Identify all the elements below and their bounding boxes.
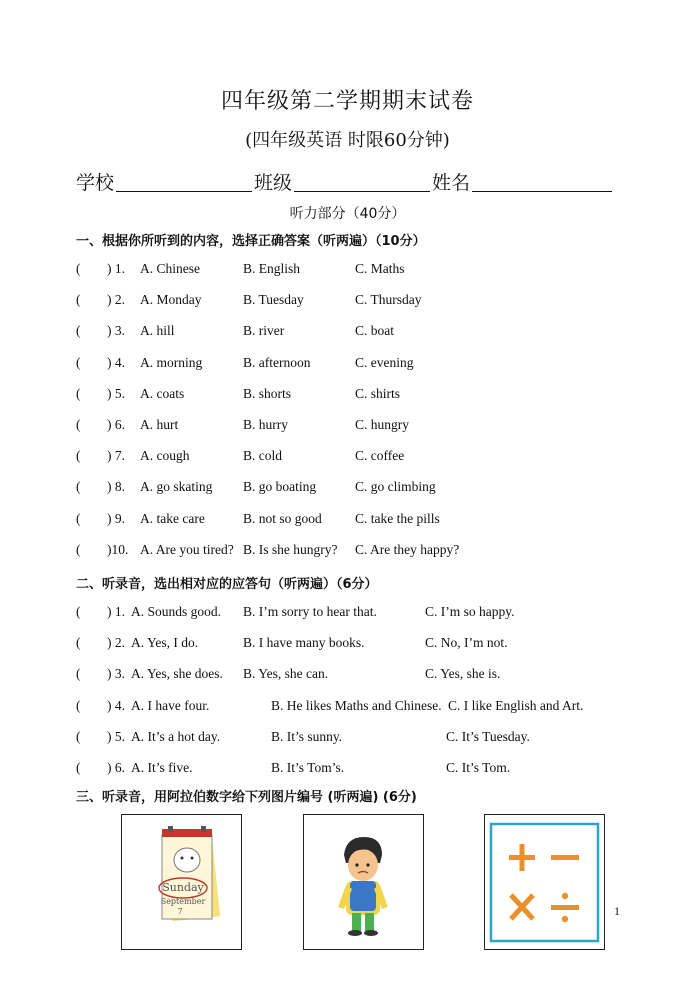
option-c: C. Yes, she is. <box>425 666 501 682</box>
option-a: A. morning <box>140 354 203 370</box>
answer-bracket[interactable]: ( <box>76 292 81 308</box>
answer-bracket[interactable]: ( <box>76 448 81 464</box>
class-blank[interactable] <box>294 191 430 192</box>
calendar-icon <box>122 815 241 949</box>
school-blank[interactable] <box>116 191 252 192</box>
option-c: C. It’s Tuesday. <box>446 728 530 744</box>
option-b: B. English <box>243 261 301 276</box>
option-c: C. I like English and Art. <box>448 697 584 713</box>
option-b: B. Yes, she can. <box>243 666 329 682</box>
answer-bracket[interactable]: ( <box>76 666 81 682</box>
answer-bracket[interactable]: ( <box>76 479 81 495</box>
answer-bracket[interactable]: ( <box>76 760 81 775</box>
option-b: B. not so good <box>243 510 322 526</box>
name-blank[interactable] <box>472 191 612 192</box>
option-c: C. It’s Tom. <box>446 760 511 775</box>
question-number: ) 3. <box>107 323 125 339</box>
option-b: B. shorts <box>243 385 292 401</box>
answer-bracket[interactable]: ( <box>76 417 81 432</box>
question-row <box>76 635 636 653</box>
answer-bracket[interactable]: ( <box>76 354 81 370</box>
question-number: ) 5. <box>107 728 125 744</box>
option-b: B. hurry <box>243 417 288 432</box>
page-number: 1 <box>614 904 620 918</box>
question-number: )10. <box>107 541 129 557</box>
option-a: A. Sounds good. <box>131 604 222 619</box>
option-c: C. Thursday <box>355 292 422 308</box>
option-a: A. hurt <box>140 417 179 432</box>
answer-bracket[interactable]: ( <box>76 635 81 651</box>
question-row <box>76 698 636 716</box>
class-label: 班级 <box>254 172 293 194</box>
option-a: A. Chinese <box>140 261 200 276</box>
option-a: A. It’s a hot day. <box>131 728 221 744</box>
multiply-icon <box>511 895 533 919</box>
exam-title: 四年级第二学期期末试卷 <box>220 89 474 114</box>
option-b: B. It’s Tom’s. <box>271 760 345 775</box>
option-b: B. afternoon <box>243 354 311 370</box>
question-row <box>76 355 636 373</box>
option-a: A. Monday <box>140 292 202 308</box>
math-picture <box>484 814 605 950</box>
math-symbols-icon <box>485 815 604 949</box>
option-c: C. No, I’m not. <box>425 635 508 651</box>
option-c: C. go climbing <box>355 479 436 495</box>
option-c: C. take the pills <box>355 510 440 526</box>
option-a: A. Are you tired? <box>140 541 234 557</box>
answer-bracket[interactable]: ( <box>76 697 81 713</box>
option-a: A. take care <box>140 510 205 526</box>
school-label: 学校 <box>76 172 115 194</box>
question-row <box>76 417 636 435</box>
minus-icon <box>551 855 579 860</box>
answer-bracket[interactable]: ( <box>76 323 81 339</box>
option-b: B. He likes Maths and Chinese. <box>271 697 442 713</box>
student-info-line <box>76 168 614 195</box>
section1-title: 一、根据你所听到的内容，选择正确答案（听两遍）（10分） <box>76 234 426 249</box>
question-number: ) 8. <box>107 479 125 495</box>
option-a: A. coats <box>140 385 185 401</box>
option-a: A. Yes, I do. <box>131 635 199 651</box>
question-number: ) 1. <box>107 604 125 619</box>
question-number: ) 6. <box>107 417 125 432</box>
option-c: C. Are they happy? <box>355 541 460 557</box>
option-a: A. cough <box>140 448 190 464</box>
section2-title: 二、听录音，选出相对应的应答句（听两遍）（6分） <box>76 577 378 592</box>
option-b: B. Tuesday <box>243 292 304 308</box>
question-number: ) 7. <box>107 448 125 464</box>
answer-bracket[interactable]: ( <box>76 728 81 744</box>
option-a: A. go skating <box>140 479 213 495</box>
question-row <box>76 666 636 684</box>
option-b: B. Is she hungry? <box>243 541 338 557</box>
divide-icon <box>551 893 579 922</box>
question-number: ) 4. <box>107 697 125 713</box>
option-a: A. It’s five. <box>131 760 193 775</box>
option-c: C. coffee <box>355 448 405 464</box>
calendar-month: September <box>160 897 206 906</box>
answer-bracket[interactable]: ( <box>76 604 81 619</box>
question-number: ) 2. <box>107 292 125 308</box>
sick-boy-icon <box>304 815 423 949</box>
exam-subtitle: (四年级英语 时限60分钟) <box>245 130 450 151</box>
question-number: ) 6. <box>107 760 125 775</box>
question-number: ) 1. <box>107 261 125 276</box>
answer-bracket[interactable]: ( <box>76 261 81 276</box>
option-c: C. evening <box>355 354 414 370</box>
plus-icon <box>509 844 535 871</box>
option-a: A. I have four. <box>131 697 210 713</box>
option-c: C. boat <box>355 323 394 339</box>
option-a: A. hill <box>140 323 175 339</box>
option-b: B. river <box>243 323 285 339</box>
option-b: B. I have many books. <box>243 635 365 651</box>
option-b: B. I’m sorry to hear that. <box>243 604 377 619</box>
answer-bracket[interactable]: ( <box>76 385 81 401</box>
question-row <box>76 323 636 341</box>
calendar-picture <box>121 814 242 950</box>
boy-picture <box>303 814 424 950</box>
question-number: ) 9. <box>107 510 125 526</box>
name-label: 姓名 <box>432 172 471 194</box>
question-number: ) 5. <box>107 385 125 401</box>
question-number: ) 4. <box>107 354 125 370</box>
calendar-date: 7 <box>177 907 183 916</box>
question-number: ) 2. <box>107 635 125 651</box>
option-b: B. go boating <box>243 479 317 495</box>
question-row <box>76 604 636 622</box>
question-row <box>76 542 636 560</box>
calendar-day: Sunday <box>162 881 204 894</box>
section3-title: 三、听录音，用阿拉伯数字给下列图片编号 (听两遍) (6分) <box>76 790 417 805</box>
option-b: B. It’s sunny. <box>271 728 343 744</box>
option-c: C. I’m so happy. <box>425 604 515 619</box>
question-row <box>76 479 636 497</box>
question-row <box>76 386 636 404</box>
question-row <box>76 261 636 279</box>
option-a: A. Yes, she does. <box>131 666 223 682</box>
question-row <box>76 292 636 310</box>
question-row <box>76 729 636 747</box>
listening-part-title: 听力部分（40分） <box>289 206 406 222</box>
question-number: ) 3. <box>107 666 125 682</box>
question-row <box>76 448 636 466</box>
option-c: C. shirts <box>355 385 401 401</box>
option-b: B. cold <box>243 448 282 464</box>
question-row <box>76 511 636 529</box>
option-c: C. hungry <box>355 417 409 432</box>
option-c: C. Maths <box>355 261 405 276</box>
answer-bracket[interactable]: ( <box>76 541 81 557</box>
question-row <box>76 760 636 778</box>
answer-bracket[interactable]: ( <box>76 510 81 526</box>
